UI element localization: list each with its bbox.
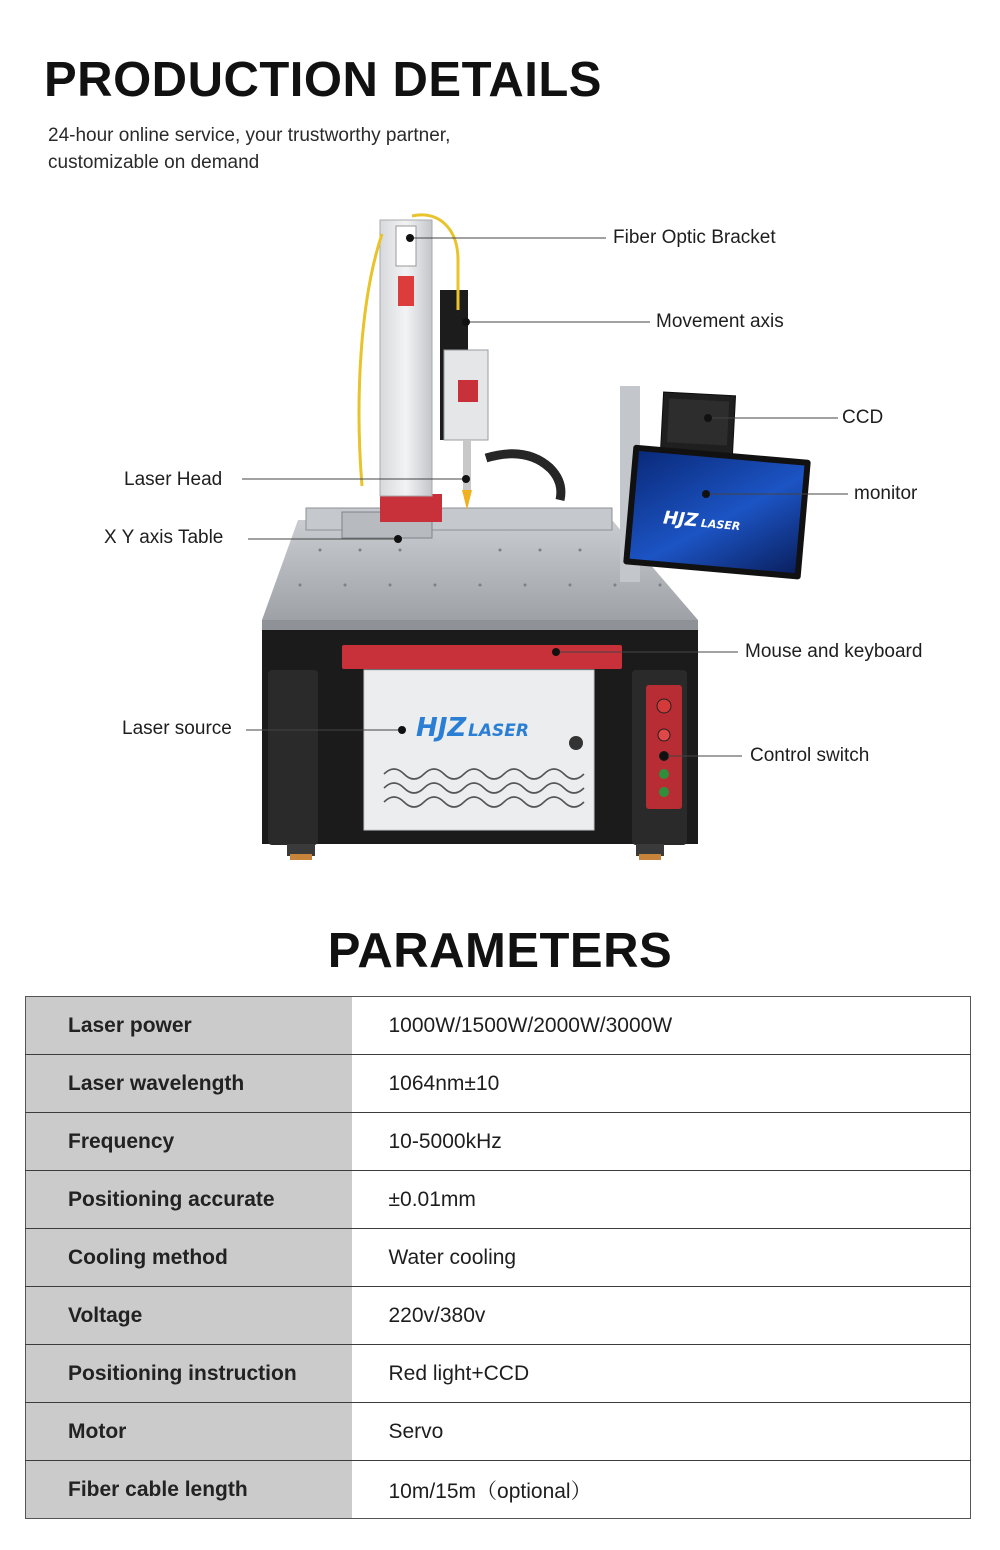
callout-ccd: CCD [842,407,884,428]
subtitle-line-1: 24-hour online service, your trustworthy partner, [48,125,451,146]
param-value: 1064nm±10 [352,1055,971,1113]
param-value: ±0.01mm [352,1171,971,1229]
param-value: Red light+CCD [352,1345,971,1403]
table-row [26,1055,971,1113]
callout-fiber-optic-bracket: Fiber Optic Bracket [613,227,776,248]
table-row [26,1113,971,1171]
table-row [26,1403,971,1461]
red-drawer-handle [342,645,622,669]
machine-illustration [0,190,1000,890]
param-name: Laser wavelength [26,1055,352,1113]
table-row [26,997,971,1055]
param-name: Frequency [26,1113,352,1171]
param-name: Motor [26,1403,352,1461]
subtitle [48,122,450,176]
callout-laser-head: Laser Head [124,469,223,490]
table-row [26,1229,971,1287]
cabinet [262,620,698,860]
callout-mouse-keyboard: Mouse and keyboard [745,641,923,662]
param-name: Cooling method [26,1229,352,1287]
parameters-title: PARAMETERS [327,924,673,978]
main-monitor [623,445,811,580]
param-name: Laser power [26,997,352,1055]
parameters-table [25,996,971,1519]
param-name: Positioning accurate [26,1171,352,1229]
fiber-cable [359,234,382,486]
callout-laser-source: Laser source [122,718,232,739]
callout-movement-axis: Movement axis [656,311,784,332]
cable-chain [486,454,561,500]
page-title: PRODUCTION DETAILS [44,53,602,107]
table-row [26,1345,971,1403]
param-value: 220v/380v [352,1287,971,1345]
param-name: Positioning instruction [26,1345,352,1403]
callout-control-switch: Control switch [750,745,870,766]
ccd-monitor [661,392,736,454]
svg-text:LASER: LASER [468,721,529,741]
table-row [26,1171,971,1229]
svg-text:HJZ: HJZ [416,713,467,743]
svg-text:HJZ: HJZ [662,507,699,532]
table-row [26,1287,971,1345]
param-value: 10-5000kHz [352,1113,971,1171]
param-name: Voltage [26,1287,352,1345]
param-value: Servo [352,1403,971,1461]
param-value: 1000W/1500W/2000W/3000W [352,997,971,1055]
param-value: 10m/15m（optional） [352,1461,971,1519]
subtitle-line-2: customizable on demand [48,152,260,173]
param-value: Water cooling [352,1229,971,1287]
table-row [26,1461,971,1519]
callout-monitor: monitor [854,483,918,504]
param-name: Fiber cable length [26,1461,352,1519]
callout-xy-axis-table: X Y axis Table [104,527,224,548]
svg-text:LASER: LASER [700,516,741,534]
